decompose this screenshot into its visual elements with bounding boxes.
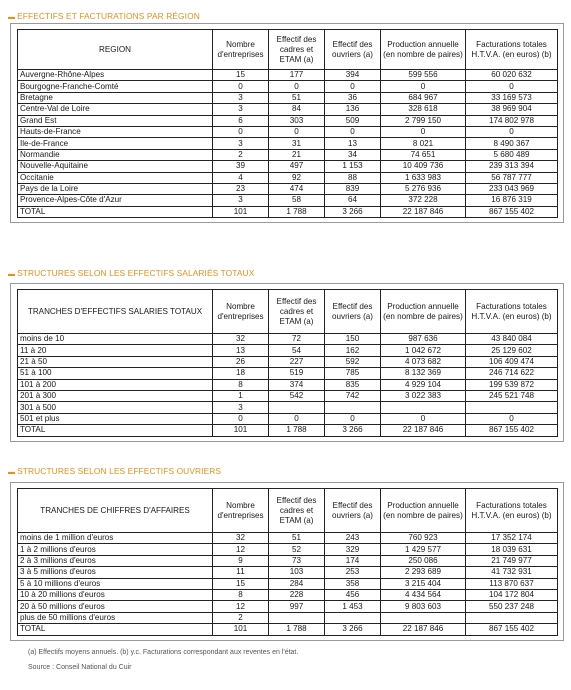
table-cell [466, 402, 558, 413]
table-cell: 32 [213, 533, 269, 544]
table-cell [381, 612, 466, 623]
row-label: Provence-Alpes-Côte d'Azur [18, 195, 213, 206]
table-cell: 0 [213, 81, 269, 92]
table-cell: 1 042 672 [381, 345, 466, 356]
row-label: moins de 10 [18, 334, 213, 345]
table-cell: 3 266 [325, 206, 381, 217]
table-cell: 26 [213, 356, 269, 367]
table-cell: 329 [325, 544, 381, 555]
table-cell: 246 714 622 [466, 368, 558, 379]
table-cell: 1 633 983 [381, 172, 466, 183]
row-label: 20 à 50 millions d'euros [18, 601, 213, 612]
column-header: Nombre d'entreprises [213, 30, 269, 70]
row-label: 101 à 200 [18, 379, 213, 390]
table-cell: 18 [213, 368, 269, 379]
table-cell: 84 [269, 104, 325, 115]
table-cell: 18 039 631 [466, 544, 558, 555]
row-label: Nouvelle-Aquitaine [18, 161, 213, 172]
table-cell: 150 [325, 334, 381, 345]
row-label: 2 à 3 millions d'euros [18, 555, 213, 566]
table-cell: 52 [269, 544, 325, 555]
table-cell: 0 [269, 81, 325, 92]
table-cell: 4 929 104 [381, 379, 466, 390]
row-label: 11 à 20 [18, 345, 213, 356]
table-cell: 3 [213, 402, 269, 413]
table-cell: 60 020 632 [466, 70, 558, 81]
row-label: Bourgogne-Franche-Comté [18, 81, 213, 92]
table-cell: 56 787 777 [466, 172, 558, 183]
table-cell: 174 802 978 [466, 115, 558, 126]
column-header: Effectif des ouvriers (a) [325, 290, 381, 334]
table-cell: 8 132 369 [381, 368, 466, 379]
row-label: Centre-Val de Loire [18, 104, 213, 115]
table-row [18, 601, 558, 612]
table-cell: 8 [213, 589, 269, 600]
table-cell [269, 402, 325, 413]
table-cell: 3 [213, 138, 269, 149]
table-cell: 0 [269, 413, 325, 424]
table-cell: 34 [325, 149, 381, 160]
table-cell: 253 [325, 567, 381, 578]
column-header: REGION [18, 30, 213, 70]
table-cell: 867 155 402 [466, 206, 558, 217]
table-cell: 9 [213, 555, 269, 566]
table-cell: 228 [269, 589, 325, 600]
table-cell: 136 [325, 104, 381, 115]
table-cell: 199 539 872 [466, 379, 558, 390]
table-cell: 0 [325, 81, 381, 92]
table-cell: 3 022 383 [381, 390, 466, 401]
table-cell: 101 [213, 425, 269, 436]
table-cell [325, 402, 381, 413]
table-cell: 1 453 [325, 601, 381, 612]
table-cell: 835 [325, 379, 381, 390]
table-cell: 0 [381, 126, 466, 137]
table-cell: 497 [269, 161, 325, 172]
table-cell: 41 732 931 [466, 567, 558, 578]
table-cell: 74 651 [381, 149, 466, 160]
table-cell: 1 153 [325, 161, 381, 172]
row-label: 3 à 5 millions d'euros [18, 567, 213, 578]
table-cell: 12 [213, 601, 269, 612]
table-cell: 11 [213, 567, 269, 578]
table-cell: 64 [325, 195, 381, 206]
table-row [18, 334, 558, 345]
table-row [18, 161, 558, 172]
table-cell: 0 [269, 126, 325, 137]
table-cell: 4 [213, 172, 269, 183]
table-cell: 2 [213, 149, 269, 160]
table-cell: 43 840 084 [466, 334, 558, 345]
table-cell: 21 [269, 149, 325, 160]
table-cell: 1 788 [269, 425, 325, 436]
table-row [18, 589, 558, 600]
table-cell: 101 [213, 206, 269, 217]
section-title [8, 11, 200, 21]
row-label: TOTAL [18, 624, 213, 635]
table-row [18, 104, 558, 115]
row-label: 201 à 300 [18, 390, 213, 401]
table-cell: 17 352 174 [466, 533, 558, 544]
arrow-icon: ▬ [8, 271, 16, 278]
table-cell: 303 [269, 115, 325, 126]
section-title [8, 268, 254, 278]
table-cell: 31 [269, 138, 325, 149]
column-header: Facturations totales H.T.V.A. (en euros) (b) [466, 30, 558, 70]
data-table [17, 29, 558, 218]
column-header: Production annuelle (en nombre de paires) [381, 489, 466, 533]
row-label: 301 à 500 [18, 402, 213, 413]
table-cell: 106 409 474 [466, 356, 558, 367]
table-cell [269, 612, 325, 623]
header-row [18, 30, 558, 70]
table-cell: 245 521 748 [466, 390, 558, 401]
table-cell: 684 967 [381, 92, 466, 103]
footnote: (a) Effectifs moyens annuels. (b) y.c. Facturations correspondant aux reventes en l'état. [28, 649, 299, 656]
column-header: Facturations totales H.T.V.A. (en euros) (b) [466, 290, 558, 334]
table-cell: 1 429 577 [381, 544, 466, 555]
table-cell: 328 618 [381, 104, 466, 115]
table-cell: 243 [325, 533, 381, 544]
table-cell: 867 155 402 [466, 425, 558, 436]
table-row [18, 578, 558, 589]
row-label: Ile-de-France [18, 138, 213, 149]
table-row [18, 379, 558, 390]
table-cell: 3 266 [325, 425, 381, 436]
row-label: 51 à 100 [18, 368, 213, 379]
table-cell: 0 [325, 126, 381, 137]
table-cell: 3 [213, 195, 269, 206]
table-cell: 22 187 846 [381, 425, 466, 436]
table-row [18, 356, 558, 367]
table-cell: 5 276 936 [381, 183, 466, 194]
table-cell: 88 [325, 172, 381, 183]
table-cell: 162 [325, 345, 381, 356]
table-cell: 6 [213, 115, 269, 126]
row-label: 10 à 20 millions d'euros [18, 589, 213, 600]
table-cell: 839 [325, 183, 381, 194]
table-cell: 8 [213, 379, 269, 390]
table-cell: 33 169 573 [466, 92, 558, 103]
section-title-text: EFFECTIFS ET FACTURATIONS PAR RÉGION [17, 11, 200, 21]
table-cell: 3 [213, 104, 269, 115]
table-row [18, 413, 558, 424]
row-label: Auvergne-Rhône-Alpes [18, 70, 213, 81]
column-header: Production annuelle (en nombre de paires) [381, 290, 466, 334]
table-cell: 101 [213, 624, 269, 635]
table-cell: 0 [213, 126, 269, 137]
table-cell: 760 923 [381, 533, 466, 544]
row-label: moins de 1 million d'euros [18, 533, 213, 544]
table-row [18, 544, 558, 555]
row-label: 1 à 2 millions d'euros [18, 544, 213, 555]
table-row [18, 172, 558, 183]
row-label: Pays de la Loire [18, 183, 213, 194]
table-row [18, 138, 558, 149]
table-cell: 36 [325, 92, 381, 103]
table-cell: 592 [325, 356, 381, 367]
table-cell: 3 266 [325, 624, 381, 635]
table-cell: 2 [213, 612, 269, 623]
table-cell: 3 215 404 [381, 578, 466, 589]
table-cell: 742 [325, 390, 381, 401]
row-label: Hauts-de-France [18, 126, 213, 137]
header-row [18, 489, 558, 533]
table-cell: 9 803 603 [381, 601, 466, 612]
table-cell: 2 293 689 [381, 567, 466, 578]
table-cell [466, 612, 558, 623]
table-cell: 51 [269, 533, 325, 544]
table-cell: 867 155 402 [466, 624, 558, 635]
table-row [18, 555, 558, 566]
table-row [18, 92, 558, 103]
table-row [18, 81, 558, 92]
row-label: Bretagne [18, 92, 213, 103]
total-row [18, 206, 558, 217]
table-cell: 174 [325, 555, 381, 566]
table-cell: 0 [466, 413, 558, 424]
table-cell: 13 [325, 138, 381, 149]
table-cell: 550 237 248 [466, 601, 558, 612]
source-note: Source : Conseil National du Cuir [28, 664, 132, 671]
table-row [18, 70, 558, 81]
table-cell: 509 [325, 115, 381, 126]
table-cell: 474 [269, 183, 325, 194]
table-cell: 16 876 319 [466, 195, 558, 206]
table-cell: 23 [213, 183, 269, 194]
row-label: 21 à 50 [18, 356, 213, 367]
table-cell: 250 086 [381, 555, 466, 566]
table-row [18, 368, 558, 379]
table-cell: 0 [325, 413, 381, 424]
table-cell: 284 [269, 578, 325, 589]
table-cell: 239 313 394 [466, 161, 558, 172]
table-cell: 15 [213, 70, 269, 81]
table-cell: 92 [269, 172, 325, 183]
table-frame [10, 283, 564, 442]
table-cell: 73 [269, 555, 325, 566]
column-header: Nombre d'entreprises [213, 489, 269, 533]
table-cell: 997 [269, 601, 325, 612]
table-cell: 374 [269, 379, 325, 390]
table-cell: 177 [269, 70, 325, 81]
column-header: Nombre d'entreprises [213, 290, 269, 334]
table-cell [325, 612, 381, 623]
arrow-icon: ▬ [8, 14, 16, 21]
table-cell: 233 043 969 [466, 183, 558, 194]
table-row [18, 402, 558, 413]
table-row [18, 567, 558, 578]
table-row [18, 195, 558, 206]
table-cell: 38 969 904 [466, 104, 558, 115]
column-header: TRANCHES DE CHIFFRES D'AFFAIRES [18, 489, 213, 533]
table-cell: 542 [269, 390, 325, 401]
table-row [18, 533, 558, 544]
total-row [18, 624, 558, 635]
table-cell: 21 749 977 [466, 555, 558, 566]
table-row [18, 390, 558, 401]
header-row [18, 290, 558, 334]
row-label: Normandie [18, 149, 213, 160]
table-row [18, 126, 558, 137]
table-cell: 785 [325, 368, 381, 379]
table-cell: 0 [381, 413, 466, 424]
column-header: Effectif des cadres et ETAM (a) [269, 290, 325, 334]
table-cell: 113 870 637 [466, 578, 558, 589]
table-cell: 394 [325, 70, 381, 81]
table-row [18, 183, 558, 194]
column-header: Effectif des cadres et ETAM (a) [269, 30, 325, 70]
table-cell [381, 402, 466, 413]
section-title-text: STRUCTURES SELON LES EFFECTIFS SALARIÉS TOTAUX [17, 268, 255, 278]
table-cell: 32 [213, 334, 269, 345]
table-cell: 5 680 489 [466, 149, 558, 160]
table-cell: 3 [213, 92, 269, 103]
row-label: TOTAL [18, 425, 213, 436]
table-cell: 8 490 367 [466, 138, 558, 149]
row-label: 501 et plus [18, 413, 213, 424]
table-cell: 8 021 [381, 138, 466, 149]
table-cell: 0 [381, 81, 466, 92]
column-header: Facturations totales H.T.V.A. (en euros) (b) [466, 489, 558, 533]
table-cell: 104 172 804 [466, 589, 558, 600]
row-label: 5 à 10 millions d'euros [18, 578, 213, 589]
table-row [18, 345, 558, 356]
row-label: Grand Est [18, 115, 213, 126]
table-cell: 22 187 846 [381, 624, 466, 635]
data-table [17, 488, 558, 636]
table-cell: 456 [325, 589, 381, 600]
total-row [18, 425, 558, 436]
table-cell: 358 [325, 578, 381, 589]
table-cell: 72 [269, 334, 325, 345]
section-title-text: STRUCTURES SELON LES EFFECTIFS OUVRIERS [17, 466, 222, 476]
table-cell: 25 129 602 [466, 345, 558, 356]
table-cell: 10 409 736 [381, 161, 466, 172]
table-cell: 58 [269, 195, 325, 206]
table-cell: 227 [269, 356, 325, 367]
row-label: plus de 50 millions d'euros [18, 612, 213, 623]
table-cell: 372 228 [381, 195, 466, 206]
table-cell: 12 [213, 544, 269, 555]
arrow-icon: ▬ [8, 469, 16, 476]
table-cell: 987 636 [381, 334, 466, 345]
table-cell: 1 [213, 390, 269, 401]
table-cell: 519 [269, 368, 325, 379]
table-cell: 1 788 [269, 206, 325, 217]
column-header: Production annuelle (en nombre de paires) [381, 30, 466, 70]
column-header: Effectif des ouvriers (a) [325, 30, 381, 70]
table-cell: 0 [466, 126, 558, 137]
table-cell: 0 [213, 413, 269, 424]
table-cell: 103 [269, 567, 325, 578]
table-cell: 599 556 [381, 70, 466, 81]
data-table [17, 289, 558, 437]
column-header: TRANCHES D'EFFECTIFS SALARIES TOTAUX [18, 290, 213, 334]
column-header: Effectif des cadres et ETAM (a) [269, 489, 325, 533]
table-cell: 51 [269, 92, 325, 103]
row-label: Occitanie [18, 172, 213, 183]
table-cell: 0 [466, 81, 558, 92]
table-row [18, 115, 558, 126]
table-cell: 22 187 846 [381, 206, 466, 217]
table-cell: 4 434 564 [381, 589, 466, 600]
row-label: TOTAL [18, 206, 213, 217]
table-cell: 54 [269, 345, 325, 356]
table-frame [10, 23, 564, 223]
table-cell: 13 [213, 345, 269, 356]
table-row [18, 149, 558, 160]
table-cell: 4 073 682 [381, 356, 466, 367]
table-frame [10, 482, 564, 641]
table-row [18, 612, 558, 623]
table-cell: 15 [213, 578, 269, 589]
table-cell: 2 799 150 [381, 115, 466, 126]
section-title [8, 466, 221, 476]
column-header: Effectif des ouvriers (a) [325, 489, 381, 533]
table-cell: 1 788 [269, 624, 325, 635]
table-cell: 39 [213, 161, 269, 172]
